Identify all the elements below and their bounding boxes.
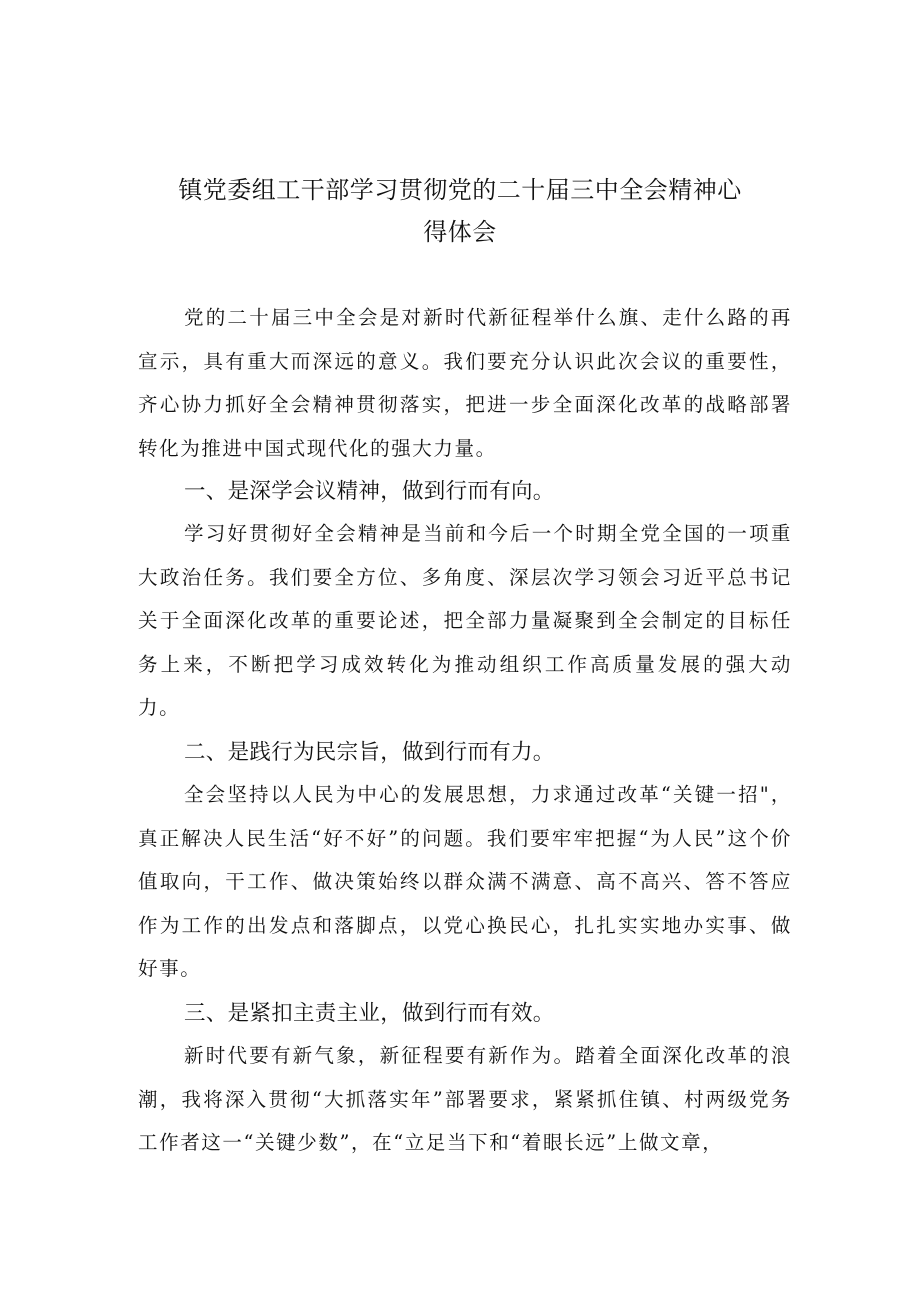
- document-title-line-1: 镇党委组工干部学习贯彻党的二十届三中全会精神心: [178, 176, 742, 204]
- section-2-paragraph: 全会坚持以人民为中心的发展思想，力求通过改革“关键一招"，真正解决人民生活“好不好”的问题。我们要牢牢把握“为人民”这个价值取向，干工作、做决策始终以群众满不满意、高不高兴、答不答应作为工作的出发点和落脚点，以党心换民心，扎扎实实地办实事、做好事。: [138, 783, 792, 980]
- section-1-heading: 一、是深学会议精神，做到行而有向。: [184, 479, 555, 504]
- intro-paragraph: 党的二十届三中全会是对新时代新征程举什么旗、走什么路的再宣示，具有重大而深远的意义。我们要充分认识此次会议的重要性，齐心协力抓好全会精神贯彻落实，把进一步全面深化改革的战略部署转化为推进中国式现代化的强大力量。: [138, 306, 792, 460]
- section-1-paragraph: 学习好贯彻好全会精神是当前和今后一个时期全党全国的一项重大政治任务。我们要全方位、多角度、深层次学习领会习近平总书记关于全面深化改革的重要论述，把全部力量凝聚到全会制定的目标任务上来，不断把学习成效转化为推动组织工作高质量发展的强大动力。: [138, 522, 792, 719]
- section-3-heading: 三、是紧扣主责主业，做到行而有效。: [184, 1001, 555, 1026]
- section-3-paragraph: 新时代要有新气象，新征程要有新作为。踏着全面深化改革的浪潮，我将深入贯彻“大抓落实年”部署要求，紧紧抓住镇、村两级党务工作者这一“关键少数”，在“立足当下和“着眼长远”上做文章，: [138, 1044, 792, 1154]
- document-title-line-2: 得体会: [423, 218, 497, 246]
- section-2-heading: 二、是践行为民宗旨，做到行而有力。: [184, 740, 555, 765]
